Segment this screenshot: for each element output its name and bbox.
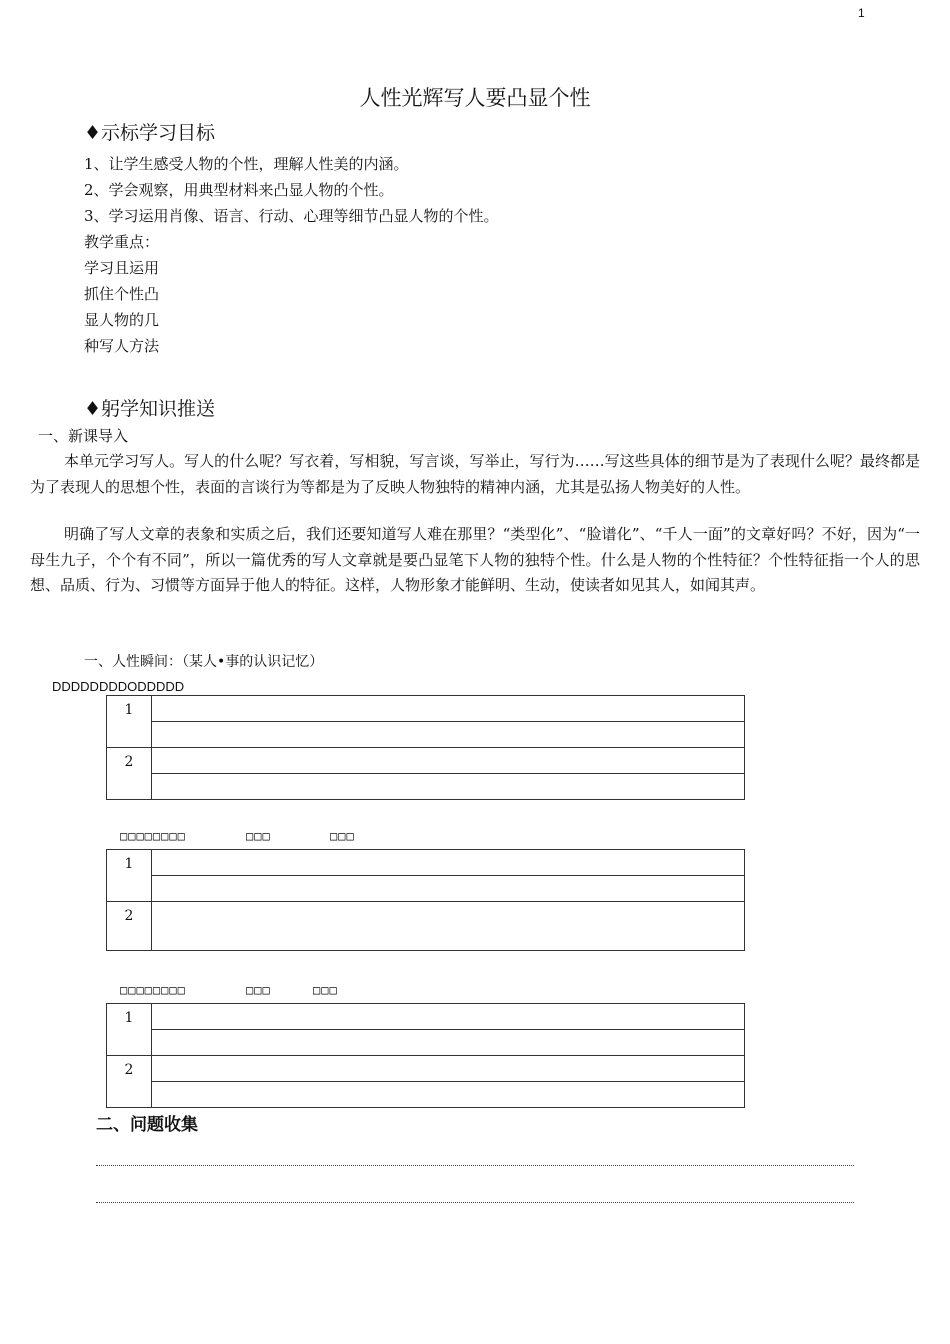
intro-paragraph-1: 本单元学习写人。写人的什么呢？写衣着，写相貌，写言谈，写举止，写行为……写这些具体的细节是为了表现什么呢？最终都是为了表现人的思想个性，表面的言谈行为等都是为了反映人物独特的精神内涵，尤其是弘扬人物美好的人性。 [30,452,920,496]
answer-dotted-line[interactable] [96,1165,854,1166]
focus-line-2: 抓住个性凸 [84,285,160,303]
table2-label-a: □□□□□□□□ [120,829,186,843]
answer-line[interactable] [152,722,745,748]
answer-line[interactable] [152,850,745,876]
answer-line[interactable] [152,1056,745,1082]
exercise-heading: 一、人性瞬间：（某人•事的认识记忆） [84,654,324,670]
table2-label-b: □□□ [246,829,271,843]
answer-line[interactable] [152,748,745,774]
knowledge-heading: ♦躬学知识推送 [84,398,216,420]
table3-label-a: □□□□□□□□ [120,983,186,997]
answer-line[interactable] [152,876,745,902]
row-number: 2 [107,1056,152,1108]
row-number: 1 [107,1004,152,1056]
writing-table-3 [106,1003,745,1108]
answer-line[interactable] [152,1082,745,1108]
row-number: 1 [107,696,152,748]
table1-label: DDDDDDDDODDDDD [52,679,185,694]
questions-heading: 二、问题收集 [96,1115,198,1135]
new-lesson-heading: 一、新课导入 [38,427,129,445]
table3-label-b: □□□ [246,983,271,997]
page-number: 1 [858,6,865,20]
goal-item-2: 2、学会观察，用典型材料来凸显人物的个性。 [84,181,394,199]
focus-line-4: 种写人方法 [84,337,160,355]
focus-label: 教学重点： [84,233,160,251]
answer-line[interactable] [152,696,745,722]
answer-dotted-line[interactable] [96,1202,854,1203]
goal-item-1: 1、让学生感受人物的个性，理解人性美的内涵。 [84,155,409,173]
focus-line-3: 显人物的几 [84,311,160,329]
focus-line-1: 学习且运用 [84,259,160,277]
answer-line[interactable] [152,774,745,800]
row-number: 2 [107,902,152,951]
intro-paragraph-2: 明确了写人文章的表象和实质之后，我们还要知道写人难在那里？“类型化”、“脸谱化”、“千人一面”的文章好吗？不好，因为“一母生九子，个个有不同”，所以一篇优秀的写人文章就是要凸显笔下人物的独特个性。什么是人物的个性特征？个性特征指一个人的思想、品质、行为、习惯等方面异于他人的特征。这样，人物形象才能鲜明、生动，使读者如见其人，如闻其声。 [30,525,920,594]
goal-item-3: 3、学习运用肖像、语言、行动、心理等细节凸显人物的个性。 [84,207,499,225]
row-number: 1 [107,850,152,902]
answer-line[interactable] [152,1004,745,1030]
writing-table-1 [106,695,745,800]
table2-label-c: □□□ [330,829,355,843]
page-title: 人性光辉写人要凸显个性 [359,86,591,110]
table3-label-c: □□□ [313,983,338,997]
answer-line[interactable] [152,1030,745,1056]
row-number: 2 [107,748,152,800]
goals-heading: ♦示标学习目标 [84,122,216,144]
writing-table-2 [106,849,745,951]
answer-line[interactable] [152,902,745,951]
